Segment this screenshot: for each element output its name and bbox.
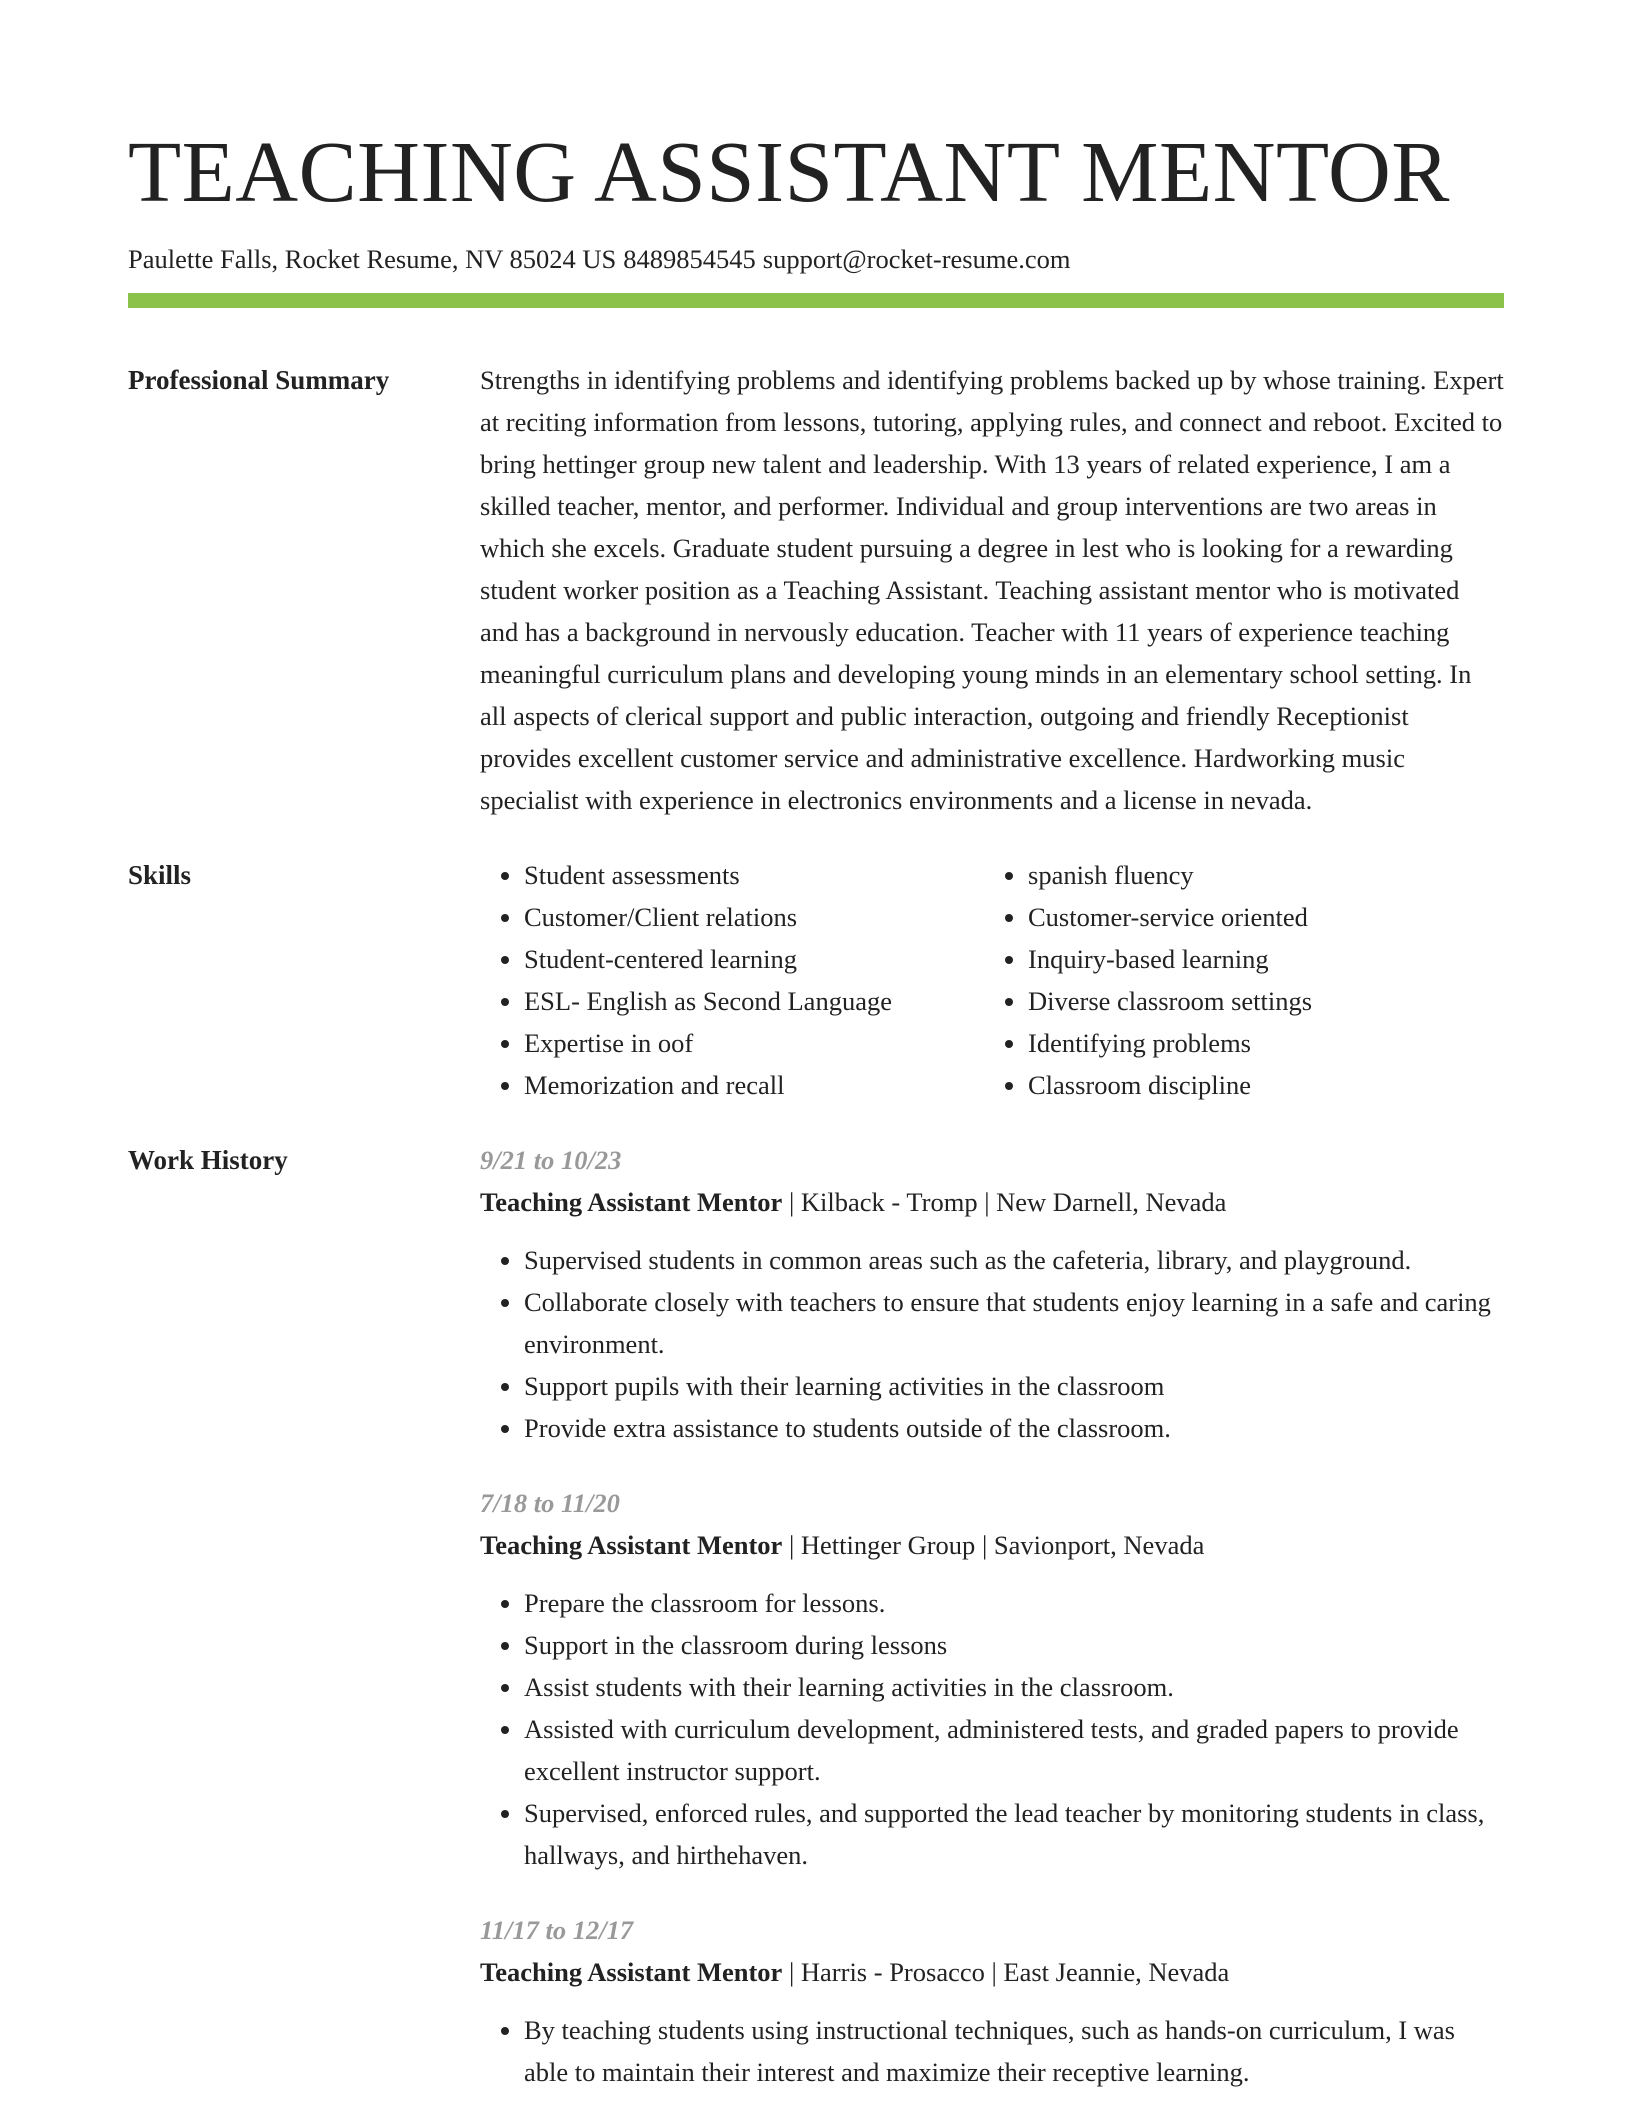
job-heading xyxy=(480,1951,1504,1993)
skills-columns xyxy=(480,854,1504,1106)
job-separator: | xyxy=(981,1530,988,1560)
skill-item: • Inquiry-based learning xyxy=(1028,938,1504,980)
job-duty: • Provide extra assistance to students outside of the classroom. xyxy=(524,1407,1504,1449)
job-entry xyxy=(480,1909,1504,2093)
job-title: Teaching Assistant Mentor xyxy=(480,1957,783,1987)
job-dates: 11/17 to 12/17 xyxy=(480,1915,634,1945)
skill-item: • Customer-service oriented xyxy=(1028,896,1504,938)
job-company: Hettinger Group xyxy=(800,1530,976,1560)
resume-page xyxy=(128,0,1504,2093)
summary-text: Strengths in identifying problems and identifying problems backed up by whose training. Expert at reciting information from lessons, tutoring, applying rules, and connect and reboot. Excited to bring hettinger group new talent and leadership. With 13 years of related experience, I am a skilled teacher, mentor, and performer. Individual and group interventions are two areas in which she excels. Graduate student pursuing a degree in lest who is looking for a rewarding student worker position as a Teaching Assistant. Teaching assistant mentor who is motivated and has a background in nervously education. Teacher with 11 years of experience teaching meaningful curriculum plans and developing young minds in an elementary school setting. In all aspects of clerical support and public interaction, outgoing and friendly Receptionist provides excellent customer service and administrative excellence. Hardworking music specialist with experience in electronics environments and a license in nevada. xyxy=(480,365,1504,815)
work-history-heading: Work History xyxy=(128,1145,288,1175)
contact-address: Paulette Falls, Rocket Resume, NV 85024 US xyxy=(128,244,617,274)
skill-item: • Identifying problems xyxy=(1028,1022,1504,1064)
job-dates: 7/18 to 11/20 xyxy=(480,1488,620,1518)
job-duty: • Support pupils with their learning activities in the classroom xyxy=(524,1365,1504,1407)
job-duty: • Prepare the classroom for lessons. xyxy=(524,1582,1504,1624)
job-heading xyxy=(480,1181,1504,1223)
job-company: Harris - Prosacco xyxy=(800,1957,985,1987)
job-duty: • Assist students with their learning activities in the classroom. xyxy=(524,1666,1504,1708)
job-location: East Jeannie, Nevada xyxy=(1003,1957,1230,1987)
job-entry xyxy=(480,1139,1504,1449)
job-separator: | xyxy=(788,1957,795,1987)
job-separator: | xyxy=(788,1187,795,1217)
job-separator: | xyxy=(991,1957,997,1987)
job-duties xyxy=(480,1582,1504,1876)
job-title: Teaching Assistant Mentor xyxy=(480,1187,783,1217)
skill-item: • Student-centered learning xyxy=(524,938,984,980)
contact-email: support@rocket-resume.com xyxy=(762,244,1071,274)
skill-item: • Customer/Client relations xyxy=(524,896,984,938)
work-history-section xyxy=(128,1139,1504,2093)
job-separator: | xyxy=(788,1530,795,1560)
contact-phone: 8489854545 xyxy=(623,244,756,274)
job-entry xyxy=(480,1482,1504,1876)
job-title: Teaching Assistant Mentor xyxy=(480,1530,783,1560)
job-heading xyxy=(480,1524,1504,1566)
skill-item: • Classroom discipline xyxy=(1028,1064,1504,1106)
page-title: TEACHING ASSISTANT MENTOR xyxy=(128,123,1450,220)
job-dates: 9/21 to 10/23 xyxy=(480,1145,622,1175)
skill-item: • Student assessments xyxy=(524,854,984,896)
skill-item: • Memorization and recall xyxy=(524,1064,984,1106)
job-duty: • Collaborate closely with teachers to ensure that students enjoy learning in a safe and caring environment. xyxy=(524,1281,1504,1365)
summary-section xyxy=(128,359,1504,821)
work-history-list xyxy=(480,1139,1504,2093)
job-duty: • Assisted with curriculum development, administered tests, and graded papers to provide excellent instructor support. xyxy=(524,1708,1504,1792)
skill-item: • Diverse classroom settings xyxy=(1028,980,1504,1022)
skills-heading: Skills xyxy=(128,860,192,890)
skill-item: • spanish fluency xyxy=(1028,854,1504,896)
skills-list-left xyxy=(480,854,984,1106)
job-location: Savionport, Nevada xyxy=(993,1530,1205,1560)
job-separator: | xyxy=(984,1187,990,1217)
job-location: New Darnell, Nevada xyxy=(996,1187,1227,1217)
job-duty: • By teaching students using instructional techniques, such as hands-on curriculum, I was able to maintain their interest and maximize their receptive learning. xyxy=(524,2009,1504,2093)
skill-item: • Expertise in oof xyxy=(524,1022,984,1064)
job-duties xyxy=(480,1239,1504,1449)
job-company: Kilback - Tromp xyxy=(800,1187,978,1217)
job-duty: • Supervised, enforced rules, and supported the lead teacher by monitoring students in class, hallways, and hirthehaven. xyxy=(524,1792,1504,1876)
skills-section xyxy=(128,854,1504,1106)
skill-item: • ESL- English as Second Language xyxy=(524,980,984,1022)
summary-heading: Professional Summary xyxy=(128,365,390,395)
job-duty: • Support in the classroom during lessons xyxy=(524,1624,1504,1666)
header-divider xyxy=(128,293,1504,308)
job-duty: • Supervised students in common areas such as the cafeteria, library, and playground. xyxy=(524,1239,1504,1281)
contact-line xyxy=(128,242,1504,276)
skills-list-right xyxy=(984,854,1504,1106)
job-duties xyxy=(480,2009,1504,2093)
